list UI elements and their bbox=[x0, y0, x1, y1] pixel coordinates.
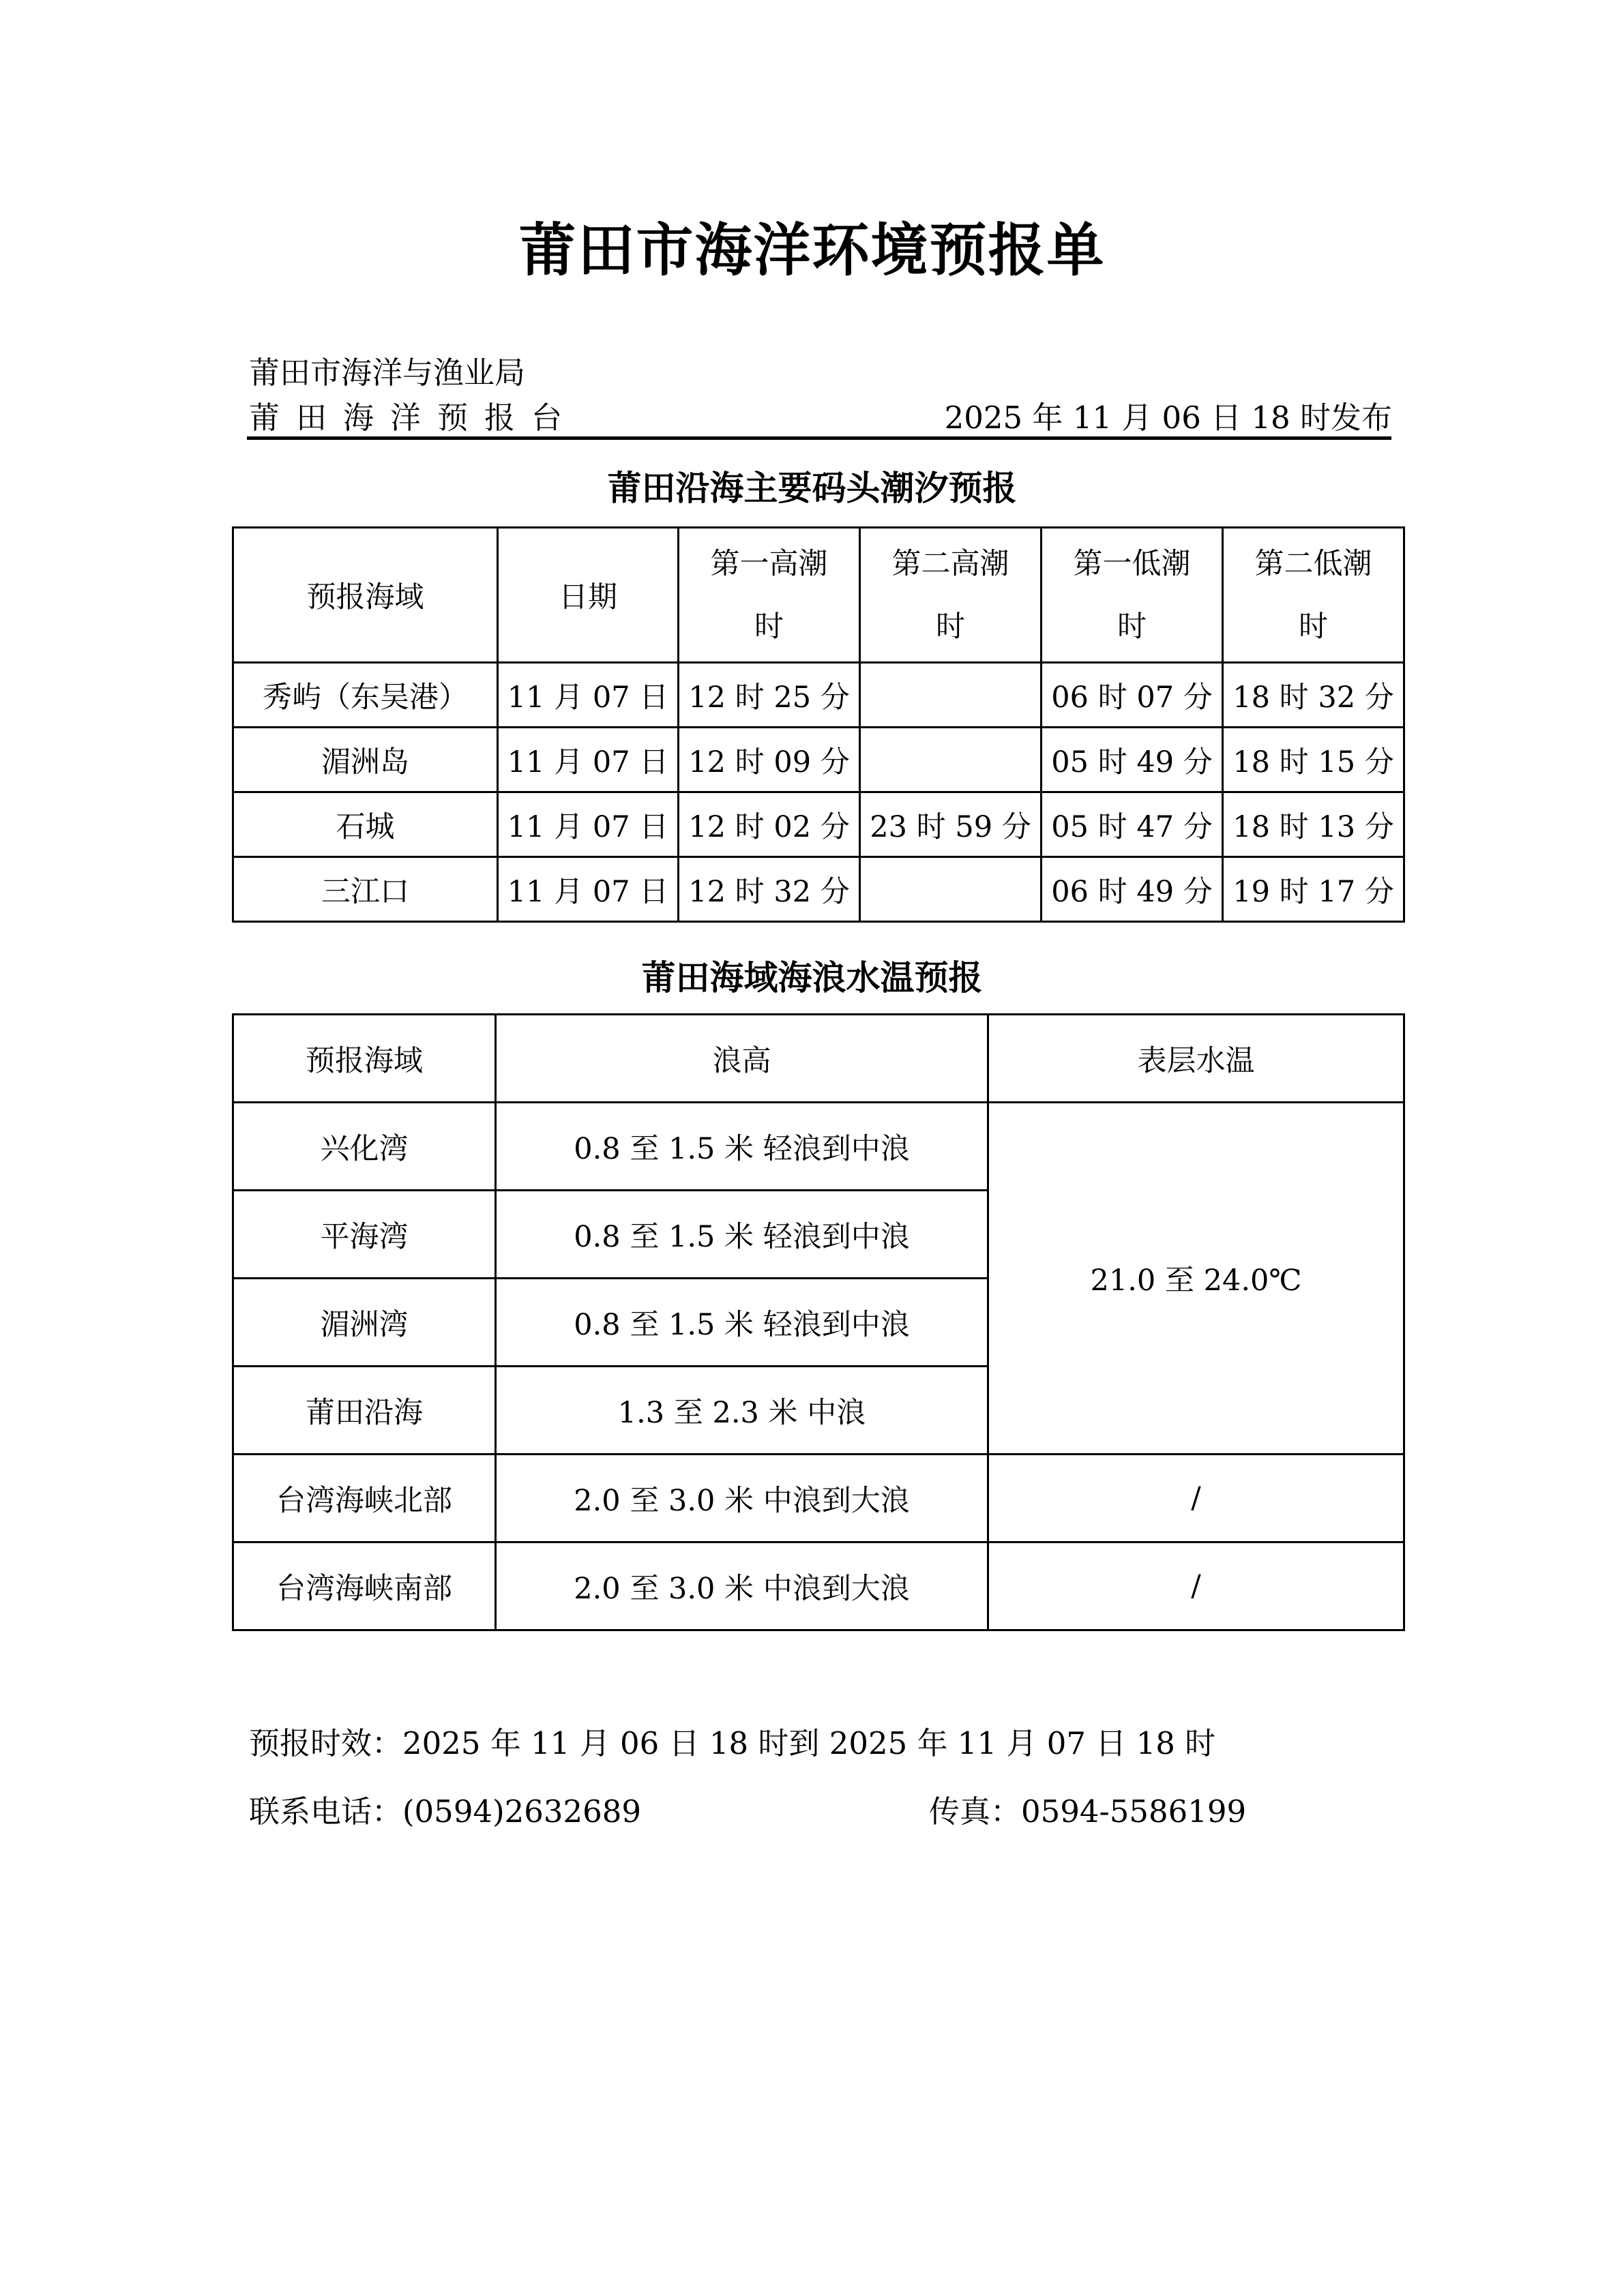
fax-number: 传真：0594-5586199 bbox=[929, 1793, 1247, 1830]
tide-section-title: 莆田沿海主要码头潮汐预报 bbox=[607, 468, 1017, 508]
tide-cell-high2: 23 时 59 分 bbox=[860, 792, 1042, 857]
wave-header-row bbox=[233, 1015, 1404, 1103]
wave-row bbox=[233, 1103, 1404, 1191]
tide-cell-area: 三江口 bbox=[233, 857, 498, 922]
tide-cell-low1: 05 时 49 分 bbox=[1042, 728, 1223, 792]
forecast-validity: 预报时效：2025 年 11 月 06 日 18 时到 2025 年 11 月 07 日 18 时 bbox=[249, 1725, 1216, 1761]
tide-cell-date: 11 月 07 日 bbox=[498, 857, 679, 922]
tide-cell-date: 11 月 07 日 bbox=[498, 728, 679, 792]
wave-header-height: 浪高 bbox=[496, 1015, 988, 1103]
tide-cell-low1: 05 时 47 分 bbox=[1042, 792, 1223, 857]
tide-cell-date: 11 月 07 日 bbox=[498, 663, 679, 728]
tide-header-high2 bbox=[860, 528, 1042, 663]
contact-phone: 联系电话：(0594)2632689 bbox=[249, 1793, 642, 1830]
tide-cell-high2 bbox=[860, 663, 1042, 728]
wave-cell-height: 2.0 至 3.0 米 中浪到大浪 bbox=[496, 1455, 988, 1542]
wave-cell-height: 2.0 至 3.0 米 中浪到大浪 bbox=[496, 1542, 988, 1630]
tide-cell-high2 bbox=[860, 857, 1042, 922]
wave-row bbox=[233, 1455, 1404, 1542]
tide-header-low2-label: 第二低潮时 bbox=[1254, 546, 1372, 644]
wave-cell-area: 兴化湾 bbox=[233, 1103, 496, 1191]
tide-cell-area: 湄洲岛 bbox=[233, 728, 498, 792]
document-title: 莆田市海洋环境预报单 bbox=[518, 216, 1106, 284]
issue-time: 2025 年 11 月 06 日 18 时发布 bbox=[944, 400, 1392, 436]
wave-row bbox=[233, 1542, 1404, 1630]
wave-cell-area: 台湾海峡北部 bbox=[233, 1455, 496, 1542]
tide-header-high1 bbox=[679, 528, 860, 663]
tide-row bbox=[233, 792, 1404, 857]
wave-cell-area: 湄洲湾 bbox=[233, 1279, 496, 1367]
wave-cell-height: 0.8 至 1.5 米 轻浪到中浪 bbox=[496, 1103, 988, 1191]
wave-cell-temp: / bbox=[988, 1542, 1404, 1630]
tide-cell-high1: 12 时 32 分 bbox=[679, 857, 860, 922]
tide-cell-low2: 18 时 13 分 bbox=[1223, 792, 1404, 857]
tide-header-high1-label: 第一高潮时 bbox=[710, 546, 828, 644]
tide-cell-low2: 18 时 32 分 bbox=[1223, 663, 1404, 728]
wave-cell-area: 台湾海峡南部 bbox=[233, 1542, 496, 1630]
tide-header-low1 bbox=[1042, 528, 1223, 663]
tide-cell-area: 石城 bbox=[233, 792, 498, 857]
wave-cell-height: 1.3 至 2.3 米 中浪 bbox=[496, 1367, 988, 1455]
tide-cell-low1: 06 时 07 分 bbox=[1042, 663, 1223, 728]
tide-cell-high2 bbox=[860, 728, 1042, 792]
tide-header-low1-label: 第一低潮时 bbox=[1073, 546, 1191, 644]
tide-header-row bbox=[233, 528, 1404, 663]
tide-row bbox=[233, 857, 1404, 922]
wave-header-area: 预报海域 bbox=[233, 1015, 496, 1103]
wave-cell-height: 0.8 至 1.5 米 轻浪到中浪 bbox=[496, 1191, 988, 1279]
wave-cell-height: 0.8 至 1.5 米 轻浪到中浪 bbox=[496, 1279, 988, 1367]
wave-cell-temp-merged: 21.0 至 24.0℃ bbox=[988, 1103, 1404, 1455]
tide-cell-date: 11 月 07 日 bbox=[498, 792, 679, 857]
tide-cell-area: 秀屿（东吴港） bbox=[233, 663, 498, 728]
wave-cell-area: 莆田沿海 bbox=[233, 1367, 496, 1455]
tide-cell-low1: 06 时 49 分 bbox=[1042, 857, 1223, 922]
tide-cell-low2: 19 时 17 分 bbox=[1223, 857, 1404, 922]
wave-cell-temp: / bbox=[988, 1455, 1404, 1542]
tide-header-date: 日期 bbox=[498, 528, 679, 663]
tide-header-area: 预报海域 bbox=[233, 528, 498, 663]
tide-table bbox=[232, 526, 1405, 923]
wave-header-temp: 表层水温 bbox=[988, 1015, 1404, 1103]
tide-row bbox=[233, 728, 1404, 792]
tide-cell-high1: 12 时 09 分 bbox=[679, 728, 860, 792]
tide-header-high2-label: 第二高潮时 bbox=[891, 546, 1009, 644]
tide-cell-high1: 12 时 02 分 bbox=[679, 792, 860, 857]
header-divider bbox=[247, 436, 1391, 440]
tide-cell-high1: 12 时 25 分 bbox=[679, 663, 860, 728]
wave-cell-area: 平海湾 bbox=[233, 1191, 496, 1279]
tide-row bbox=[233, 663, 1404, 728]
issuing-bureau: 莆田市海洋与渔业局 bbox=[249, 355, 526, 391]
wave-table bbox=[232, 1013, 1405, 1631]
tide-header-low2 bbox=[1223, 528, 1404, 663]
wave-section-title: 莆田海域海浪水温预报 bbox=[641, 957, 983, 998]
forecast-station: 莆田海洋预报台 bbox=[249, 400, 579, 436]
tide-cell-low2: 18 时 15 分 bbox=[1223, 728, 1404, 792]
